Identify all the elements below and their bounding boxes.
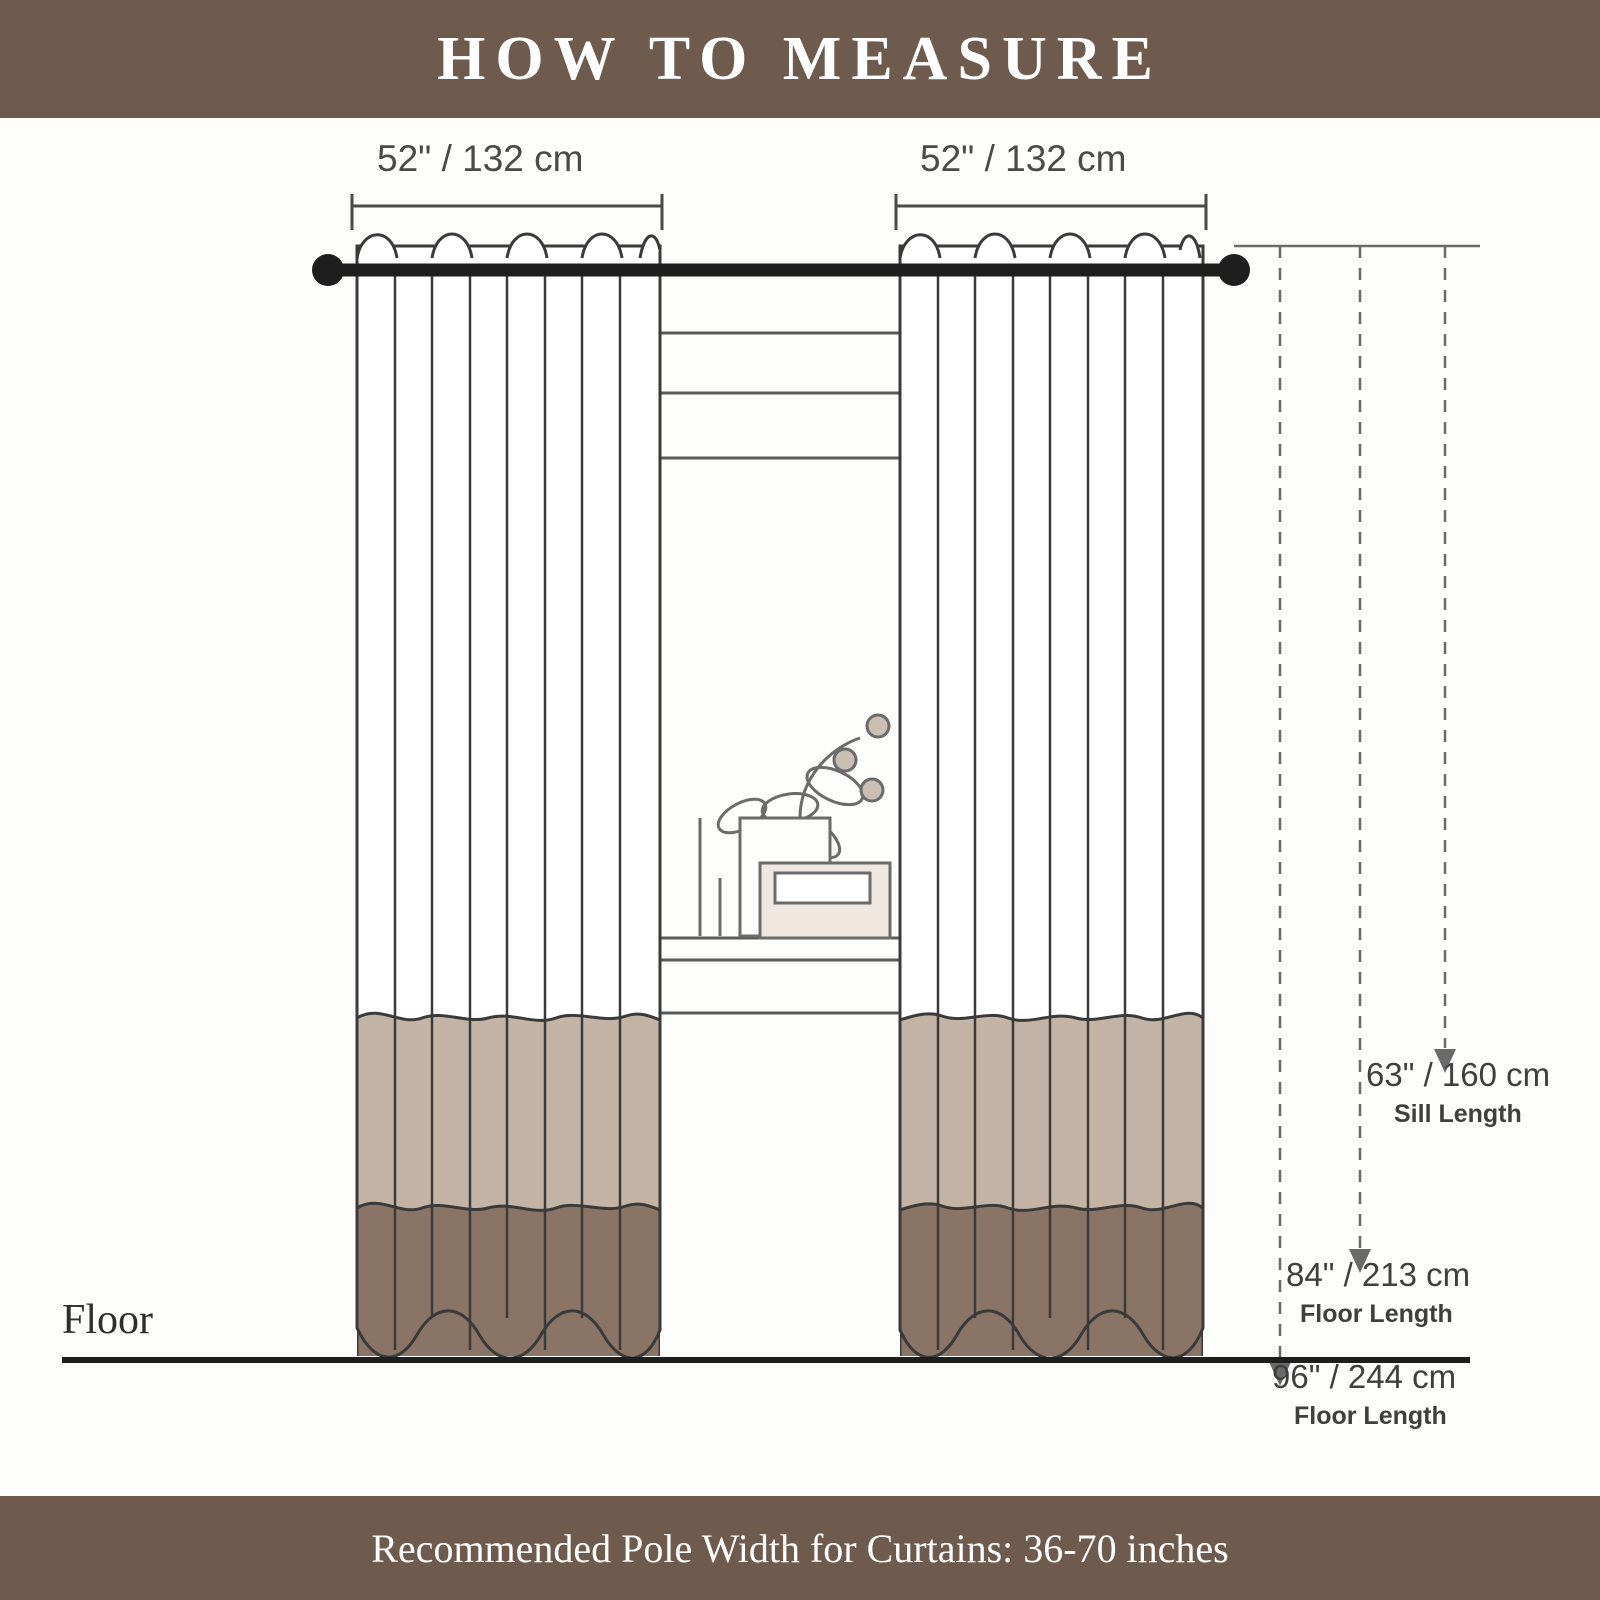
floor-length-84-name: Floor Length	[1300, 1300, 1453, 1328]
footer-bar	[0, 1496, 1600, 1600]
width-dimension-left	[352, 194, 662, 230]
sill-length-name: Sill Length	[1394, 1100, 1522, 1128]
width-label-right: 52" / 132 cm	[920, 138, 1127, 179]
length-dimensions	[1234, 246, 1480, 1386]
floor-length-96-name: Floor Length	[1294, 1402, 1447, 1430]
floor-label: Floor	[62, 1297, 154, 1343]
width-label-left: 52" / 132 cm	[377, 138, 584, 179]
width-dimension-right	[896, 194, 1206, 230]
sill-length-value: 63" / 160 cm	[1366, 1056, 1551, 1093]
floor-length-84-value: 84" / 213 cm	[1286, 1256, 1471, 1293]
page-title: HOW TO MEASURE	[437, 24, 1163, 93]
sill-decor	[700, 715, 890, 938]
diagram-canvas	[0, 118, 1600, 1496]
curtain-panel-left	[357, 234, 660, 1358]
curtain-panel-right	[900, 234, 1203, 1358]
recommended-pole-width-note: Recommended Pole Width for Curtains: 36-70 inches	[371, 1525, 1229, 1571]
floor-length-96-value: 96" / 244 cm	[1272, 1358, 1457, 1395]
header-bar	[0, 0, 1600, 118]
